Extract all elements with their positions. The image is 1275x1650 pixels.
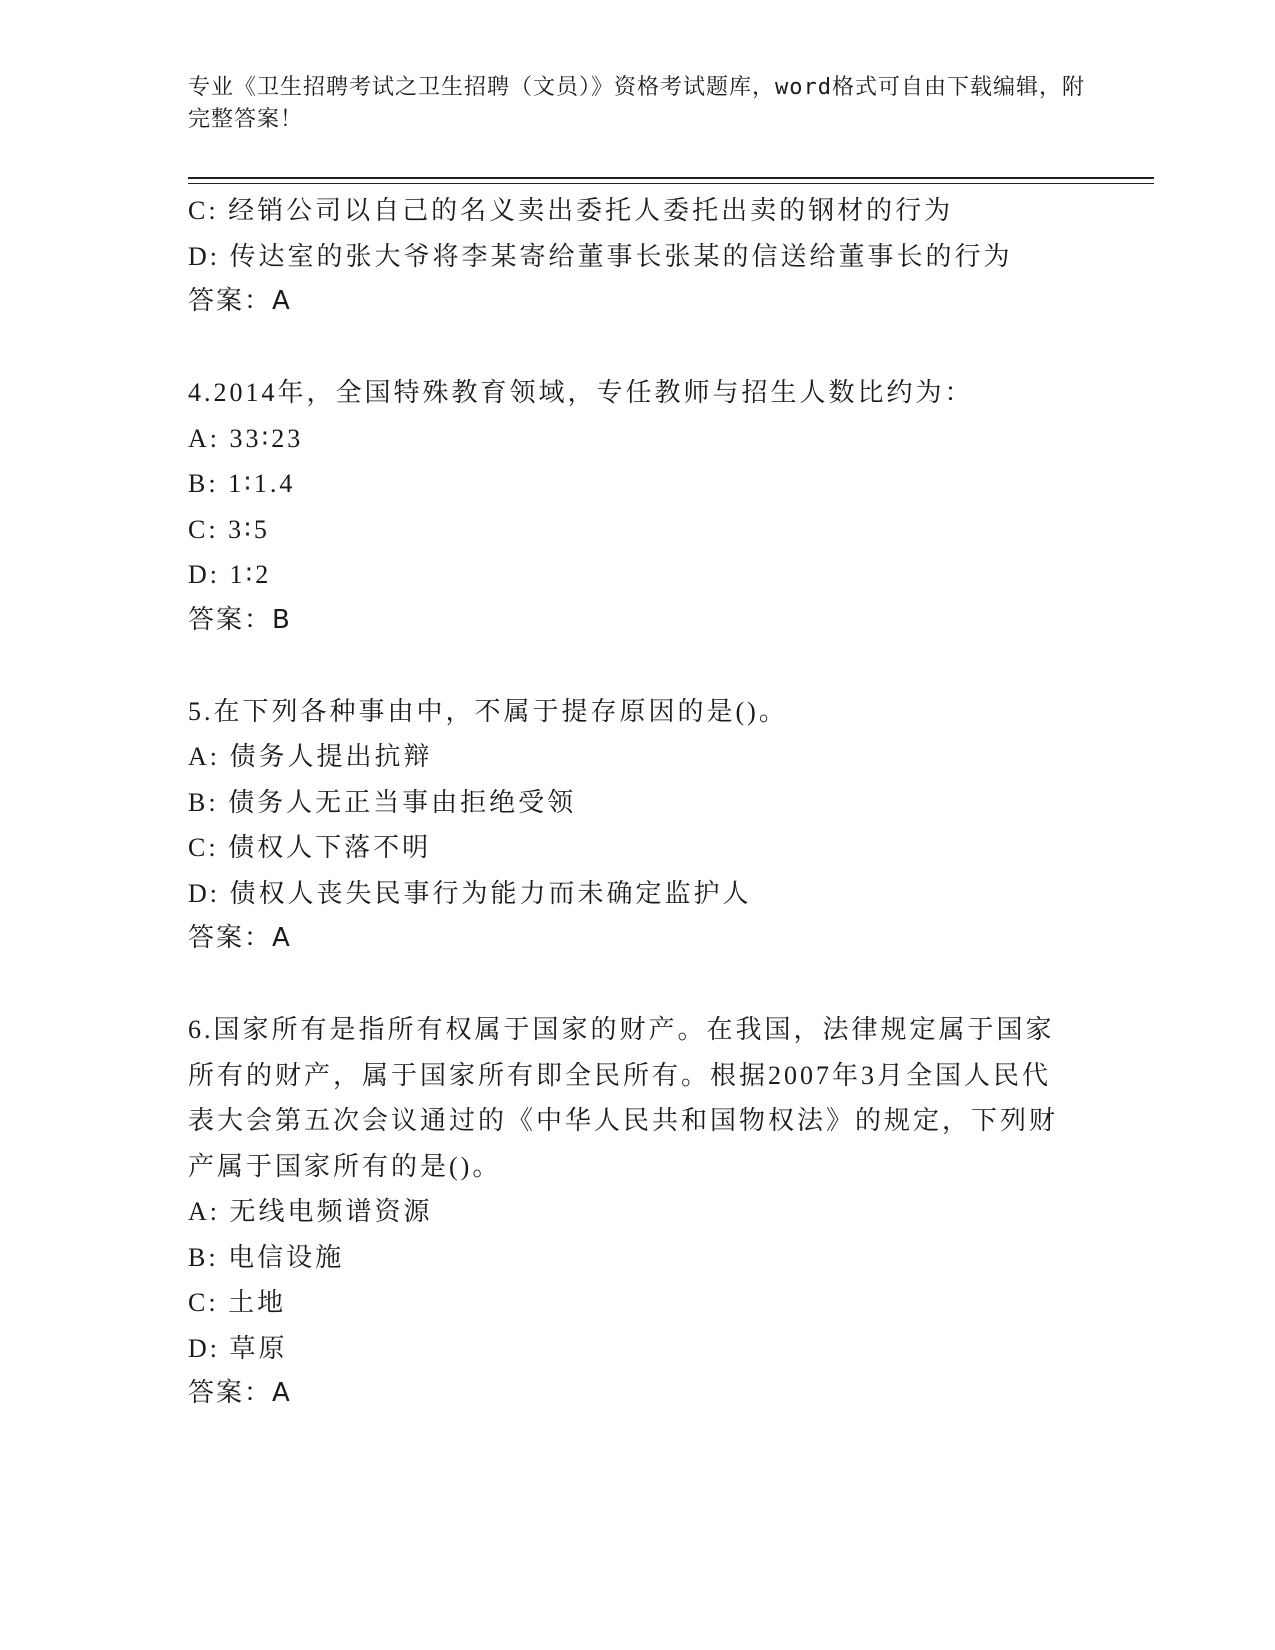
question-stem-line: 产属于国家所有的是()。 <box>188 1151 502 1181</box>
option-d: D: 债权人丧失民事行为能力而未确定监护人 <box>188 878 752 908</box>
document-header: 专业《卫生招聘考试之卫生招聘（文员）》资格考试题库，word格式可自由下载编辑，附完整答案！ <box>188 75 1085 132</box>
option-b: B: 1∶1.4 <box>188 469 296 498</box>
option-c: C: 土地 <box>188 1288 287 1317</box>
answer-line: 答案：B <box>188 604 292 635</box>
header-rule-thick <box>188 177 1154 179</box>
question-6-block <box>188 1007 1088 1417</box>
option-c: C: 3∶5 <box>188 514 270 544</box>
spacer <box>188 962 1088 1008</box>
option-d: D: 1∶2 <box>188 560 272 589</box>
option-d: D: 传达室的张大爷将李某寄给董事长张某的信送给董事长的行为 <box>188 241 1013 271</box>
option-a: A: 债务人提出抗辩 <box>188 742 433 771</box>
question-stem: 4.2014年，全国特殊教育领域，专任教师与招生人数比约为： <box>188 378 974 407</box>
answer-line: 答案：A <box>188 923 292 953</box>
question-4-block <box>188 370 1088 643</box>
spacer <box>188 643 1088 689</box>
question-5-block <box>188 689 1088 962</box>
prev-question-block <box>188 188 1088 325</box>
question-stem-line: 表大会第五次会议通过的《中华人民共和国物权法》的规定，下列财 <box>188 1106 1059 1135</box>
question-stem-line: 6.国家所有是指所有权属于国家的财产。在我国，法律规定属于国家 <box>188 1015 1055 1044</box>
option-c: C: 经销公司以自己的名义卖出委托人委托出卖的钢材的行为 <box>188 196 954 225</box>
header-rule-thin <box>188 183 1154 184</box>
spacer <box>188 325 1088 371</box>
answer-line: 答案：A <box>188 1378 292 1408</box>
option-b: B: 电信设施 <box>188 1242 345 1272</box>
answer-line: 答案：A <box>188 286 292 316</box>
option-d: D: 草原 <box>188 1333 288 1363</box>
question-stem-line: 所有的财产，属于国家所有即全民所有。根据2007年3月全国人民代 <box>188 1060 1052 1090</box>
option-b: B: 债务人无正当事由拒绝受领 <box>188 787 577 817</box>
option-a: A: 33∶23 <box>188 423 304 453</box>
option-c: C: 债权人下落不明 <box>188 833 432 862</box>
option-a: A: 无线电频谱资源 <box>188 1197 433 1226</box>
question-stem: 5.在下列各种事由中，不属于提存原因的是()。 <box>188 696 788 726</box>
question-content <box>188 188 1088 1417</box>
